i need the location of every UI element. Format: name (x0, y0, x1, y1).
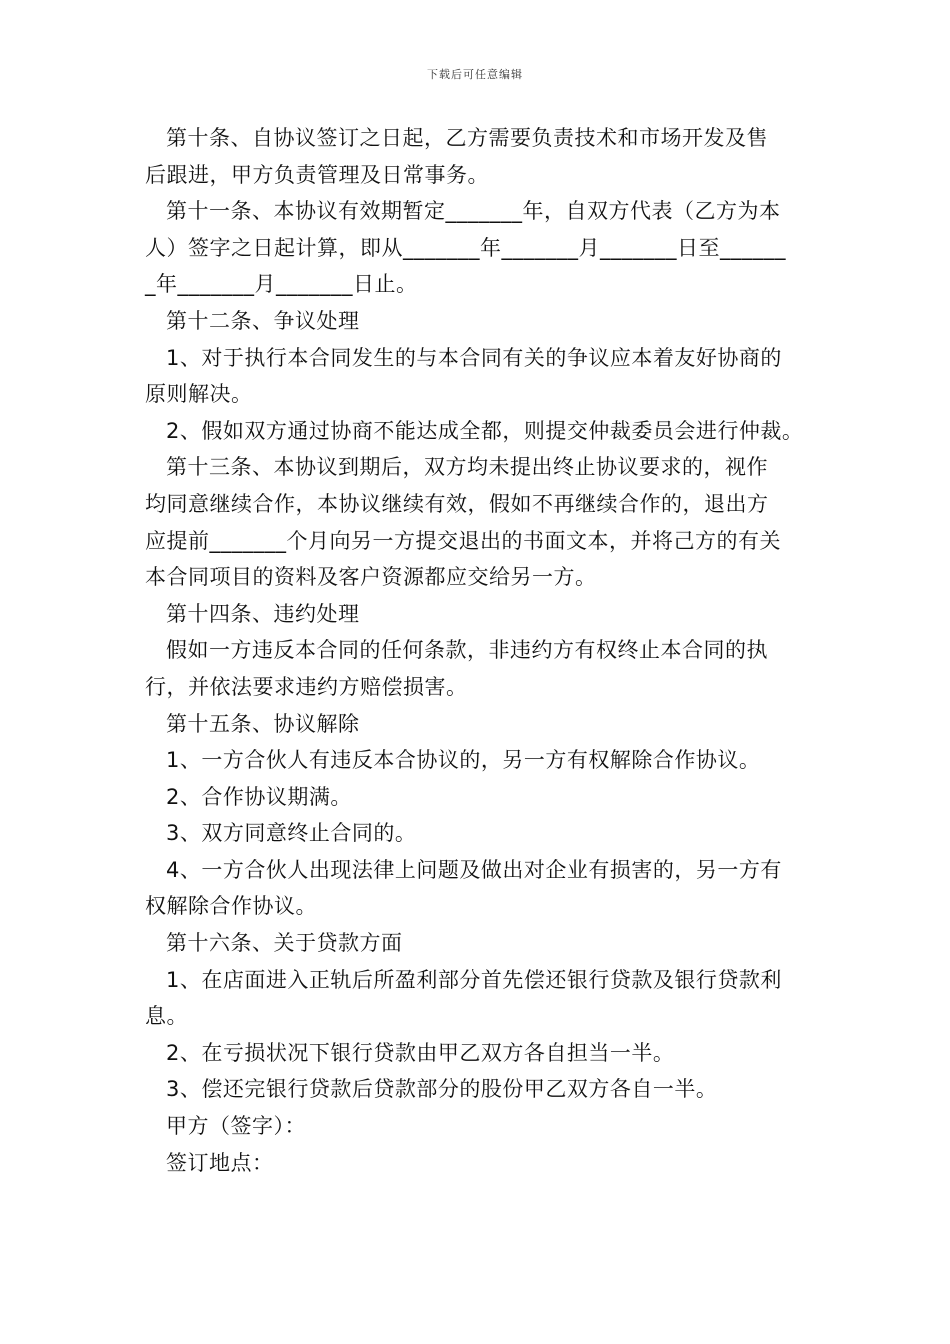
text-line: 1、一方合伙人有违反本合协议的，另一方有权解除合作协议。 (166, 748, 761, 773)
text-line: 2、假如双方通过协商不能达成全都，则提交仲裁委员会进行仲裁。 (166, 418, 804, 443)
section-heading: 第十二条、争议处理 (166, 308, 360, 333)
text-line: 2、合作协议期满。 (166, 784, 352, 809)
text-line: 假如一方违反本合同的任何条款，非违约方有权终止本合同的执 (166, 638, 768, 663)
text-line: 第十三条、本协议到期后，双方均未提出终止协议要求的，视作 (166, 455, 768, 480)
text-line: 3、偿还完银行贷款后贷款部分的股份甲乙双方各自一半。 (166, 1077, 718, 1102)
text-line: 人）签字之日起计算，即从_______年_______月_______日至______ (145, 235, 786, 260)
signature-label-party-a: 甲方（签字）： (166, 1114, 306, 1139)
text-line: 本合同项目的资料及客户资源都应交给另一方。 (145, 565, 597, 590)
text-line: 3、双方同意终止合同的。 (166, 821, 417, 846)
text-line: 均同意继续合作，本协议继续有效，假如不再继续合作的，退出方 (145, 491, 769, 516)
section-heading: 第十六条、关于贷款方面 (166, 931, 403, 956)
text-line: 1、在店面进入正轨后所盈利部分首先偿还银行贷款及银行贷款利 (166, 967, 782, 992)
text-line: 第十条、自协议签订之日起，乙方需要负责技术和市场开发及售 (166, 126, 768, 150)
section-heading: 第十四条、违约处理 (166, 601, 360, 626)
signing-location-label: 签订地点： (166, 1150, 274, 1175)
text-line: _年_______月_______日止。 (145, 272, 418, 297)
text-line: 后跟进，甲方负责管理及日常事务。 (145, 162, 489, 187)
text-line: 第十一条、本协议有效期暂定_______年，自双方代表（乙方为本 (166, 199, 781, 224)
section-heading: 第十五条、协议解除 (166, 711, 360, 736)
text-line: 应提前_______个月向另一方提交退出的书面文本，并将己方的有关 (145, 528, 781, 553)
document-body (145, 120, 810, 1181)
text-line: 原则解决。 (145, 382, 253, 407)
page-header-note: 下载后可任意编辑 (427, 68, 523, 81)
text-line: 4、一方合伙人出现法律上问题及做出对企业有损害的，另一方有 (166, 857, 782, 882)
text-line: 1、对于执行本合同发生的与本合同有关的争议应本着友好协商的 (166, 345, 782, 370)
text-line: 行，并依法要求违约方赔偿损害。 (145, 674, 468, 699)
text-line: 权解除合作协议。 (145, 894, 317, 919)
text-line: 2、在亏损状况下银行贷款由甲乙双方各自担当一半。 (166, 1040, 675, 1065)
text-line: 息。 (145, 1004, 188, 1029)
